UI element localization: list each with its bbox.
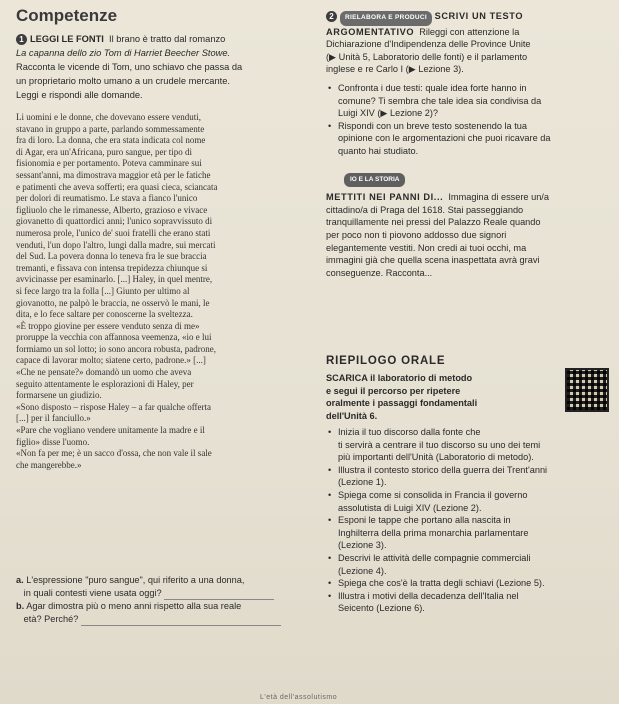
question-b-cont: età? Perché? xyxy=(16,613,316,626)
riepilogo-intro2: e segui il percorso per ripetere xyxy=(326,385,461,396)
story-line: stavano in gruppo a parte, parlando sommessamente xyxy=(16,123,205,134)
story-line: dita, e lo fece saltare per conoscerne la sveltezza. xyxy=(16,309,193,320)
exercise3 xyxy=(326,172,616,280)
riepilogo-item: • Illustra il contesto storico della guerra dei Trent'anni (Lezione 1). xyxy=(326,464,616,489)
exercise3-line3: tranquillamente nei pressi del Palazzo Reale quando xyxy=(326,217,541,228)
exercise2-line5: inglese e re Carlo I (▶ Lezione 3). xyxy=(326,64,464,75)
story-line: di Agar, era un'Africana, puro sangue, per tipo di xyxy=(16,146,192,157)
story-line: figlio» disse l'uomo. xyxy=(16,436,90,447)
riepilogo-title: RIEPILOGO ORALE xyxy=(326,355,446,367)
page-title: Competenze xyxy=(16,6,118,25)
exercise2-number: 2 xyxy=(326,11,337,22)
story-line: formarsene un giudizio. xyxy=(16,390,102,401)
story-line: venduti, l'un dopo l'altro, lungi dalla madre, sui mercati xyxy=(16,239,216,250)
riepilogo-intro xyxy=(326,372,561,422)
story-line: si fece largo tra la folla [...] Giunto per ultimo al xyxy=(16,285,190,296)
story-line: [...] per il fanciullo.» xyxy=(16,413,91,424)
exercise2-bullet2: • Rispondi con un breve testo sostenendo la tua opinione con le argomentazioni che puoi ricavare da quanto hai studiato. xyxy=(326,120,616,158)
story-line: «Pare che vogliano vendere unitamente la madre e il xyxy=(16,425,205,436)
story-line: «Sono disposto – rispose Haley – a far qualche offerta xyxy=(16,401,212,412)
story-line: avvicinasse per esaminarlo. [...] Haley, in quel mentre, xyxy=(16,274,213,285)
story-excerpt xyxy=(16,112,312,471)
story-line: giovanotto, ne palpò le braccia, ne osservò le mani, le xyxy=(16,297,210,308)
story-line: tremanti, e fissava con intensa trepidezza chiunque si xyxy=(16,262,208,273)
story-line: «È troppo giovine per essere venduto senza di me» xyxy=(16,320,200,331)
riepilogo-item: • Esponi le tappe che portano alla nascita in Inghilterra della prima monarchia parlamentare (Lezione 3). xyxy=(326,514,616,552)
questions xyxy=(16,574,316,626)
riepilogo-item: • Illustra i motivi della decadenza dell'Italia nel Seicento (Lezione 6). xyxy=(326,590,616,615)
exercise2-line2: ARGOMENTATIVO Rileggi con attenzione la xyxy=(326,26,520,37)
exercise1-heading-rest: Il brano è tratto dal romanzo xyxy=(109,34,226,44)
exercise3-line1: METTITI NEI PANNI DI... Immagina di essere un/a xyxy=(326,192,549,203)
page-footer: L'età dell'assolutismo xyxy=(260,694,338,701)
story-line: figliuolo che le rimanesse, Alberto, grazioso e vivace xyxy=(16,204,208,215)
exercise3-line4: per poco non ti piovono addosso due signori xyxy=(326,229,507,240)
exercise1-heading-bold: LEGGI LE FONTI xyxy=(30,34,104,44)
exercise2-bullet1: • Confronta i due testi: quale idea forte hanno in comune? Ti sembra che tale idea sia condivisa da Luigi XIV (▶ Lezione 2)? xyxy=(326,82,616,120)
qr-code-icon[interactable] xyxy=(565,368,609,412)
question-a: a. L'espressione "puro sangue", qui riferito a una donna, xyxy=(16,575,245,585)
exercise2 xyxy=(326,10,616,279)
answer-line-b[interactable] xyxy=(81,625,281,626)
story-line: fra di loro. La donna, che era stata indicata col nome xyxy=(16,135,206,146)
riepilogo-list xyxy=(326,426,616,615)
exercise1-book-title: La capanna dello zio Tom di Harriet Beecher Stowe. xyxy=(16,48,231,58)
story-line: per dolori di reumatismo. Le stava a fianco l'unico xyxy=(16,193,198,204)
story-line: numerosa prole, l'unico de' suoi fratelli che erano stati xyxy=(16,227,211,238)
story-line: e patimenti che aveva sofferti; era quasi cieca, sciancata xyxy=(16,181,218,192)
story-line: «Che ne pensate?» domandò un uomo che aveva xyxy=(16,367,192,378)
exercise1-header xyxy=(16,32,312,102)
riepilogo-intro4: dell'Unità 6. xyxy=(326,410,378,421)
riepilogo-intro1: SCARICA il laboratorio di metodo xyxy=(326,373,473,383)
riepilogo-item: • Descrivi le attività delle compagnie commerciali (Lezione 4). xyxy=(326,552,616,577)
story-line: giovanetto di quattordici anni; l'unico sopravvissuto di xyxy=(16,216,213,227)
exercise1-line4: Leggi e rispondi alle domande. xyxy=(16,90,143,100)
exercise3-line6: immagini già che quella scena inaspettata avrà gravi xyxy=(326,255,540,266)
exercise3-line5: elegantemente vestiti. Non credi ai tuoi occhi, ma xyxy=(326,242,527,253)
story-line: seguito attentamente le esplorazioni di Haley, per xyxy=(16,378,194,389)
story-line: capace di lavorar molto; siatene certo, padrone.» [...] xyxy=(16,355,206,366)
exercise2-line4: (▶ Unità 5, Laboratorio delle fonti) e il parlamento xyxy=(326,51,528,62)
exercise3-line7: conseguenze. Racconta... xyxy=(326,267,433,278)
riepilogo-item: • Spiega come si consolida in Francia il governo assolutista di Luigi XIV (Lezione 2). xyxy=(326,489,616,514)
question-b: b. Agar dimostra più o meno anni rispetto alla sua reale xyxy=(16,601,242,611)
riepilogo-intro3: oralmente i passaggi fondamentali xyxy=(326,398,478,409)
riepilogo-item: • Spiega che cos'è la tratta degli schiavi (Lezione 5). xyxy=(326,577,616,590)
riepilogo-item: • Inizia il tuo discorso dalla fonte che ti servirà a centrare il tuo discorso su uno dei temi più importanti dell'Unità (Laboratorio di metodo). xyxy=(326,426,616,464)
question-a-cont: in quali contesti viene usata oggi? xyxy=(16,587,316,600)
story-line: che mangerebbe.» xyxy=(16,459,82,470)
story-line: «Non fa per me; è un sacco d'ossa, che non vale il sale xyxy=(16,448,212,459)
story-line: formiamo un sol lotto; io sono ancora robusta, padrone, xyxy=(16,343,216,354)
exercise2-tag: RIELABORA E PRODUCI xyxy=(340,11,432,26)
exercise2-line3: Dichiarazione d'Indipendenza delle Province Unite xyxy=(326,39,531,50)
exercise1-line1 xyxy=(16,32,312,46)
exercise1-number: 1 xyxy=(16,34,27,45)
exercise1-line2: Racconta le vicende di Tom, uno schiavo che passa da xyxy=(16,62,243,72)
story-line: sessant'anni, ma dimostrava maggior età per le fatiche xyxy=(16,169,211,180)
story-line: Li uomini e le donne, che dovevano essere venduti, xyxy=(16,112,201,122)
exercise3-tag: IO E LA STORIA xyxy=(344,173,405,188)
exercise2-section: SCRIVI UN TESTO xyxy=(434,11,524,21)
exercise3-line2: cittadino/a di Praga del 1618. Stai passeggiando xyxy=(326,204,524,215)
exercise2-line1 xyxy=(326,10,616,26)
story-line: fisionomia e per portamento. Poteva camminare sui xyxy=(16,158,202,169)
story-line: del Sud. La povera donna lo teneva fra le sue braccia xyxy=(16,251,207,262)
exercise1-line3: un proprietario molto umano a un crudele mercante. xyxy=(16,76,230,86)
story-line: proruppe la vecchia con affannosa veemenza, «io e lui xyxy=(16,332,212,343)
